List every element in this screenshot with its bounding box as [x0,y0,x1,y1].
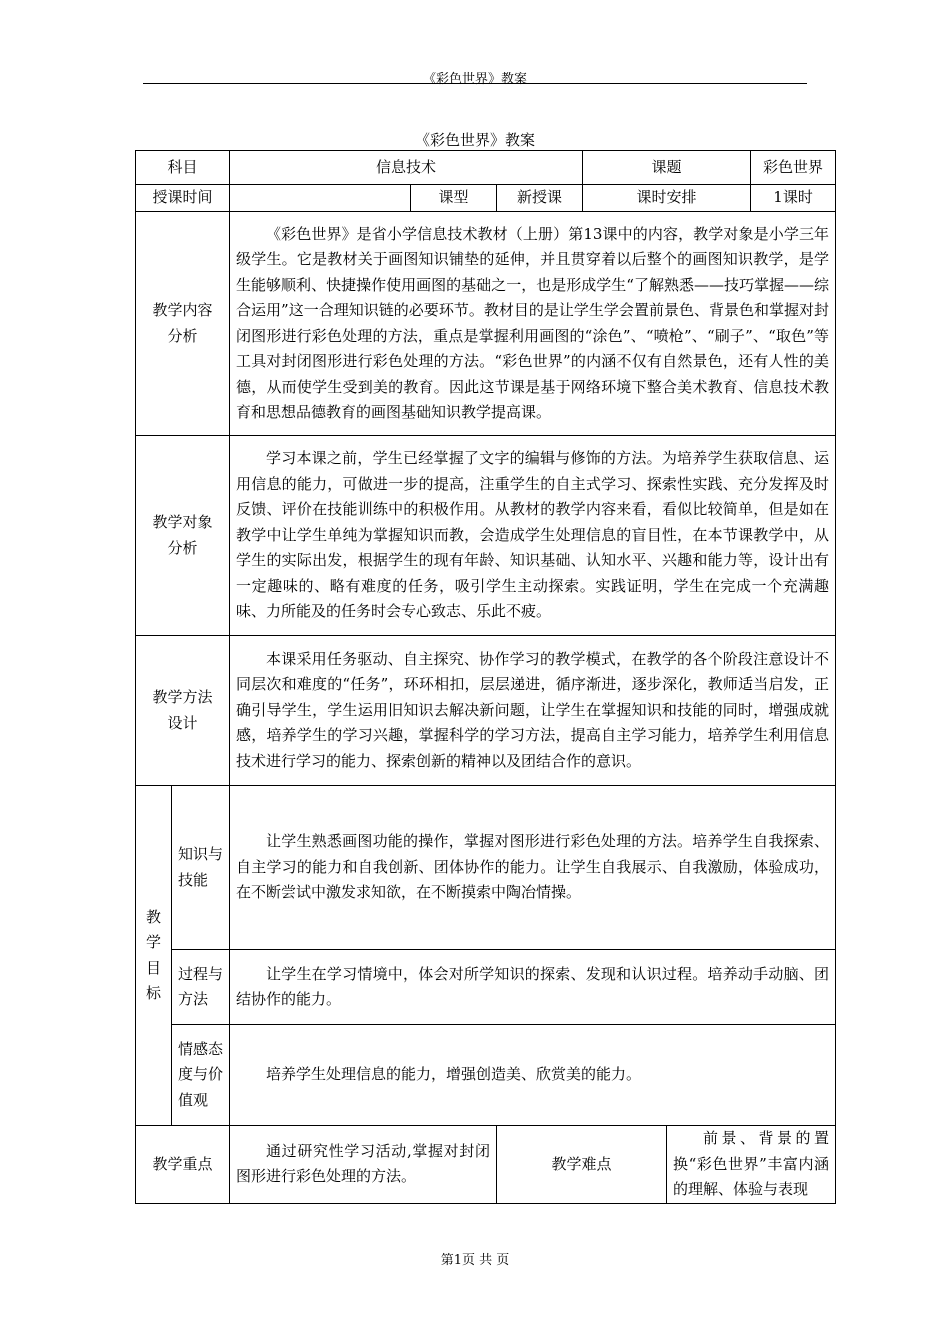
time-label: 授课时间 [136,185,230,212]
table-row [136,1025,836,1126]
page-footer: 第1页 共 页 [440,1253,510,1268]
header-rule [143,83,807,84]
lesson-plan-table [135,150,836,1204]
time-value [230,185,411,212]
table-row [136,950,836,1025]
table-row [136,436,836,636]
process-label: 过程与方法 [172,950,230,1025]
hours-value: 1课时 [751,185,836,212]
table-row [136,185,836,212]
type-label: 课型 [411,185,497,212]
method-design-label: 教学方法设计 [136,636,230,786]
topic-value: 彩色世界 [751,151,836,185]
goals-label: 教学目标 [136,786,172,1126]
difficulty-label: 教学难点 [497,1126,667,1204]
emotion-text: 培养学生处理信息的能力，增强创造美、欣赏美的能力。 [230,1025,836,1126]
method-design-text: 本课采用任务驱动、自主探究、协作学习的教学模式，在教学的各个阶段注意设计不同层次和难度的“任务”，环环相扣，层层递进，循序渐进，逐步深化，教师适当启发，正确引导学生，学生运用旧知识去解决新问题，让学生在掌握知识和技能的同时，增强成就感，培养学生的学习兴趣，掌握科学的学习方法，提高自主学习能力，培养学生利用信息技术进行学习的能力、探索创新的精神以及团结合作的意识。 [230,636,836,786]
table-row [136,786,836,950]
content-analysis-text: 《彩色世界》是省小学信息技术教材（上册）第13课中的内容，教学对象是小学三年级学生。它是教材关于画图知识铺垫的延伸，并且贯穿着以后整个的画图知识教学，是学生能够顺利、快捷操作使用画图的基础之一，也是形成学生“了解熟悉——技巧掌握——综合运用”这一合理知识链的必要环节。教材目的是让学生学会置前景色、背景色和掌握对封闭图形进行彩色处理的方法，重点是掌握利用画图的“涂色”、“喷枪”、“刷子”、“取色”等工具对封闭图形进行彩色处理的方法。“彩色世界”的内涵不仅有自然景色，还有人性的美德，从而使学生受到美的教育。因此这节课是基于网络环境下整合美术教育、信息技术教育和思想品德教育的画图基础知识教学提高课。 [230,212,836,436]
table-row [136,636,836,786]
table-row [136,151,836,185]
student-analysis-text: 学习本课之前，学生已经掌握了文字的编辑与修饰的方法。为培养学生获取信息、运用信息的能力，可做进一步的提高，注重学生的自主式学习、探索性实践、充分发挥及时反馈、评价在技能训练中的积极作用。从教材的教学内容来看，看似比较简单，但是如在教学中让学生单纯为掌握知识而教，会造成学生处理信息的盲目性，在本节课教学中，从学生的实际出发，根据学生的现有年龄、知识基础、认知水平、兴趣和能力等，设计出有一定趣味的、略有难度的任务，吸引学生主动探索。实践证明，学生在完成一个充满趣味、力所能及的任务时会专心致志、乐此不疲。 [230,436,836,636]
content-analysis-label: 教学内容分析 [136,212,230,436]
key-points-text: 通过研究性学习活动,掌握对封闭图形进行彩色处理的方法。 [230,1126,497,1204]
knowledge-label: 知识与技能 [172,786,230,950]
student-analysis-label: 教学对象分析 [136,436,230,636]
table-row [136,1126,836,1204]
topic-label: 课题 [583,151,751,185]
knowledge-text: 让学生熟悉画图功能的操作，掌握对图形进行彩色处理的方法。培养学生自我探索、自主学习的能力和自我创新、团体协作的能力。让学生自我展示、自我激励，体验成功，在不断尝试中激发求知欲，在不断摸索中陶冶情操。 [230,786,836,950]
hours-label: 课时安排 [583,185,751,212]
difficulty-text: 前景、背景的置换“彩色世界”丰富内涵的理解、体验与表现 [667,1126,836,1204]
emotion-label: 情感态度与价值观 [172,1025,230,1126]
type-value: 新授课 [497,185,583,212]
page-header: 《彩色世界》教案 [422,72,527,87]
process-text: 让学生在学习情境中，体会对所学知识的探索、发现和认识过程。培养动手动脑、团结协作的能力。 [230,950,836,1025]
document-title: 《彩色世界》教案 [414,131,535,149]
key-points-label: 教学重点 [136,1126,230,1204]
subject-label: 科目 [136,151,230,185]
table-row [136,212,836,436]
subject-value: 信息技术 [230,151,583,185]
